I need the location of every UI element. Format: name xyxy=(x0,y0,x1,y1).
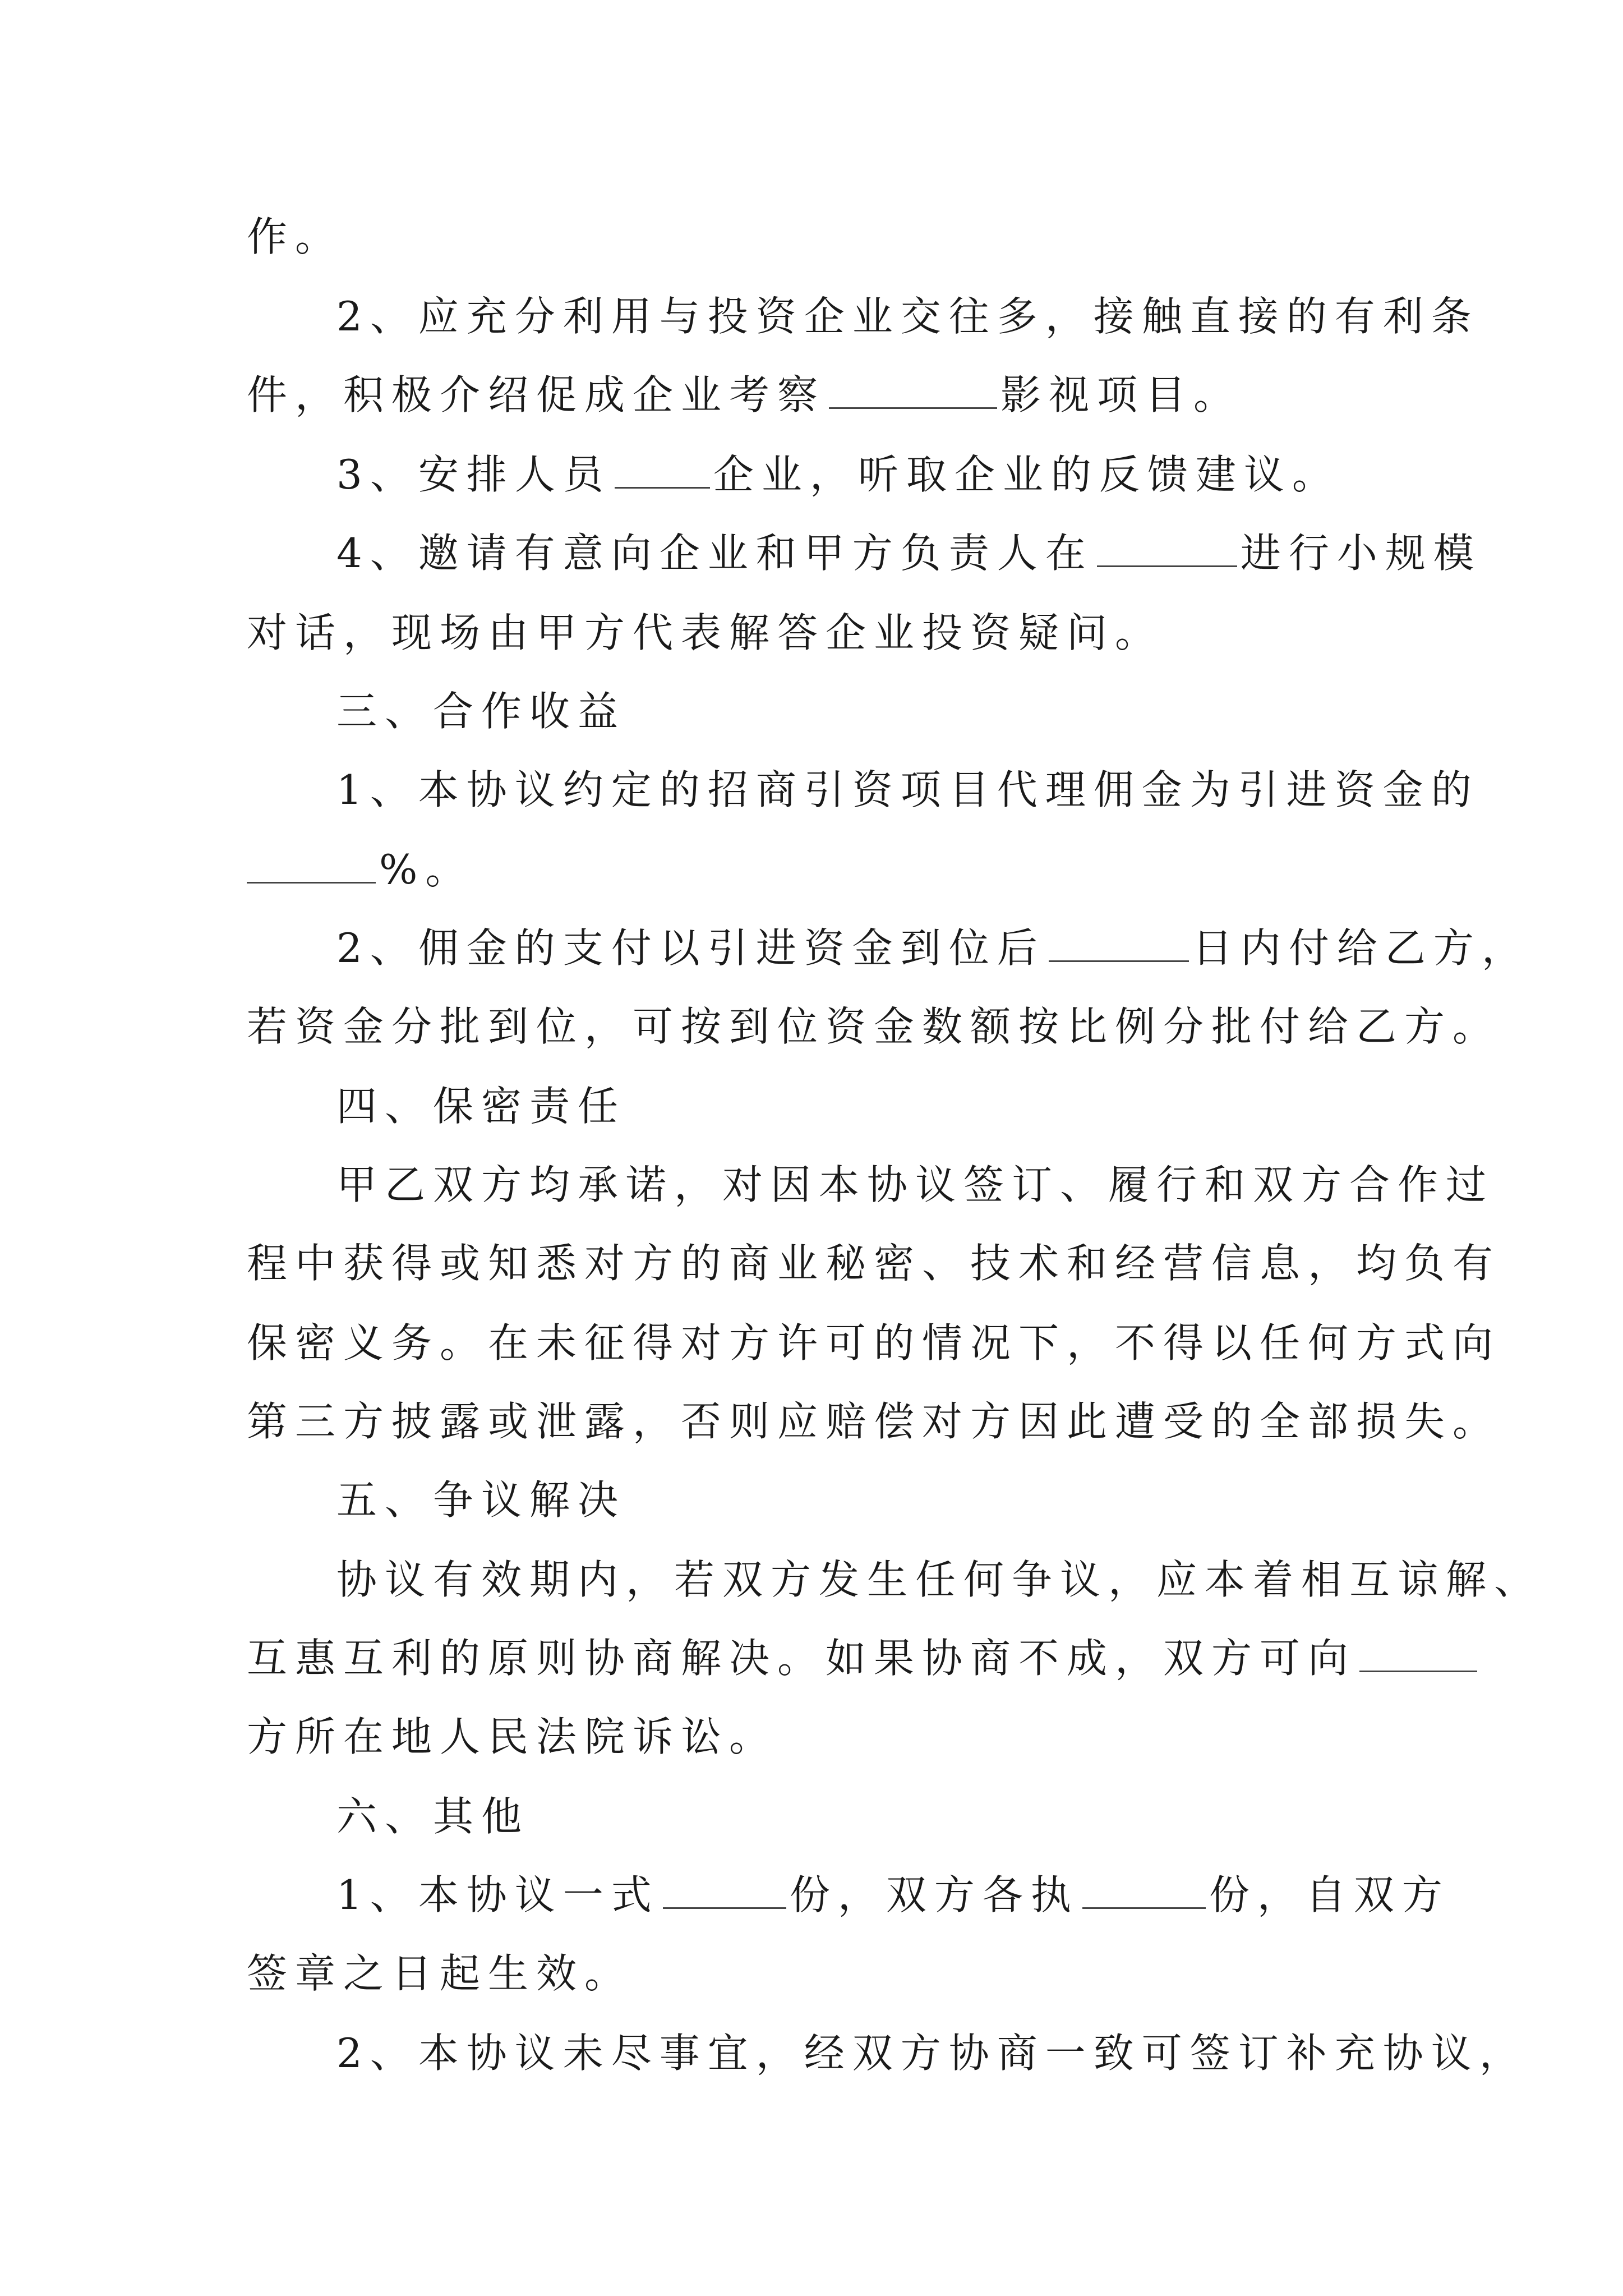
text-line: 保密义务。在未征得对方许可的情况下，不得以任何方式向 xyxy=(247,1319,1501,1366)
text-line: 1、本协议约定的招商引资项目代理佣金为引进资金的 xyxy=(336,766,1479,813)
text-line: 方所在地人民法院诉讼。 xyxy=(247,1713,778,1760)
text-line: 互惠互利的原则协商解决。如果协商不成，双方可向 xyxy=(247,1630,1385,1686)
text-line: 对话，现场由甲方代表解答企业投资疑问。 xyxy=(247,609,1164,656)
section-heading: 五、争议解决 xyxy=(336,1476,626,1524)
text-line: 第三方披露或泄露，否则应赔偿对方因此遭受的全部损失。 xyxy=(247,1398,1501,1445)
fill-in-blank xyxy=(663,1872,786,1909)
text-line: 1、本协议一式 份，双方各执 份，自双方 xyxy=(336,1871,1450,1918)
fill-in-blank xyxy=(1097,531,1237,567)
text-line: 2、应充分利用与投资企业交往多，接触直接的有利条 xyxy=(336,293,1479,340)
text-line: 2、佣金的支付以引进资金到位后 日内付给乙方， xyxy=(336,924,1530,972)
text-line: 作。 xyxy=(247,213,344,260)
section-heading: 四、保密责任 xyxy=(336,1083,626,1130)
text-line: 签章之日起生效。 xyxy=(247,1950,633,1997)
fill-in-blank xyxy=(1082,1872,1206,1909)
text-line: 件，积极介绍促成企业考察 影视项目。 xyxy=(247,371,1242,418)
text-line: 甲乙双方均承诺，对因本协议签订、履行和双方合作过 xyxy=(336,1161,1495,1208)
text-line: 若资金分批到位，可按到位资金数额按比例分批付给乙方。 xyxy=(247,1003,1501,1050)
fill-in-blank xyxy=(1049,926,1189,962)
text-line: 3、安排人员 企业，听取企业的反馈建议。 xyxy=(336,451,1340,498)
text-line: %。 xyxy=(247,841,1385,898)
fill-in-blank xyxy=(615,452,710,489)
text-line: 协议有效期内，若双方发生任何争议，应本着相互谅解、 xyxy=(336,1556,1543,1603)
fill-in-blank xyxy=(247,847,376,884)
text-line: 程中获得或知悉对方的商业秘密、技术和经营信息，均负有 xyxy=(247,1240,1501,1287)
text-line: 2、本协议未尽事宜，经双方协商一致可签订补充协议， xyxy=(336,2030,1528,2077)
fill-in-blank xyxy=(1359,1636,1477,1672)
section-heading: 三、合作收益 xyxy=(336,688,626,735)
text-line: 4、邀请有意向企业和甲方负责人在 进行小规模 xyxy=(336,530,1482,577)
section-heading: 六、其他 xyxy=(336,1793,530,1840)
fill-in-blank xyxy=(829,372,997,409)
